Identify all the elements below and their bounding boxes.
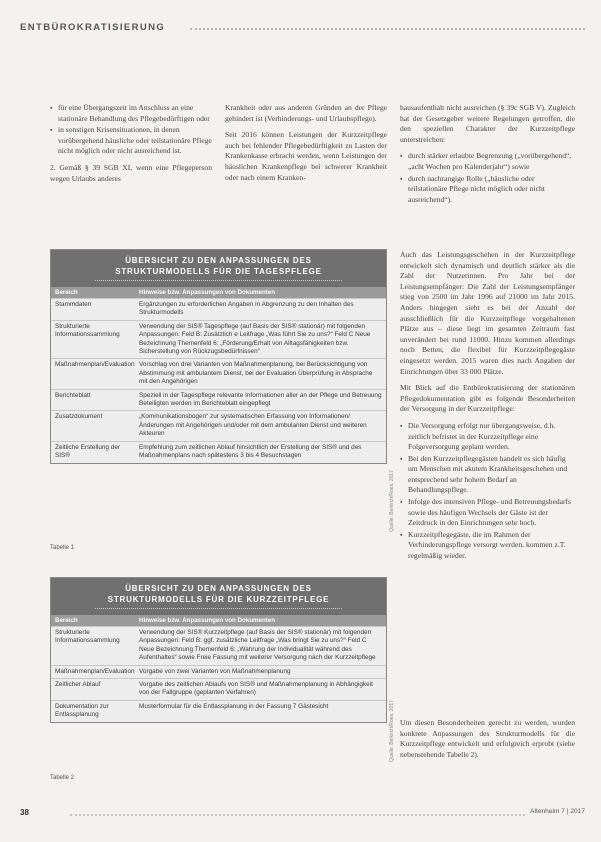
cell-area: Stammdaten xyxy=(55,301,92,308)
table-row xyxy=(51,298,386,320)
cell-area: Maßnahmenplan/Evaluation xyxy=(55,667,135,675)
paragraph: Krankheit oder aus anderen Gründen an der Pflege gehindert ist (Verhinderungs- und Urlaubspflege). xyxy=(225,103,387,123)
paragraph: Mit Blick auf die Entbürokratisierung der stationären Pflegedokumentation gibt es folgende Besonderheiten der Versorgung in der Kurzzeitpflege: xyxy=(400,383,575,414)
page-header xyxy=(20,22,585,38)
list-item: ▪ Kurzzeitpflegegäste, die im Rahmen der Verhinderungspflege versorgt werden, kommen z.T. regelmäßig wieder. xyxy=(400,530,575,562)
publication-name: Altenheim 7 | 2017 xyxy=(530,808,585,815)
table-row xyxy=(51,358,386,388)
header-dotted-rule xyxy=(190,28,585,30)
cell-note: Verwendung der SIS® Tagespflege (auf Basis der SIS® stationär) mit folgenden Anpassungen: Feld B: Zusätzlich e Leitfrage „Was führt Sie zu uns?“ Feld C Neue Bezeichnung Themenfeld 6: „Förderung/Erhalt von Alltagsfähigkeiten bzw. Sicherstellung von Rückzugsbedürfnissen“ xyxy=(139,322,371,356)
bullet-list xyxy=(50,103,212,157)
table-row xyxy=(51,441,386,463)
page-number: 38 xyxy=(20,808,29,817)
title-dotted-rule xyxy=(95,280,342,281)
paragraph: Seit 2016 können Leistungen der Kurzzeitpflege auch bei fehlender Pflegebedürftigkeit zu Lasten der Krankenkasse erbracht werden, wenn Leistungen der häuslichen Krankenpflege bei schwerer Krankheit oder nach einem Kranken- xyxy=(225,130,387,182)
list-item: ▪ in sonstigen Krisensituationen, in denen vorübergehend häusliche oder teilstationäre Pflege nicht möglich oder nicht ausreichend ist. xyxy=(50,125,212,157)
table-row xyxy=(51,665,386,678)
cell-note: Ergänzungen zu erforderlichen Angaben in Abgrenzung zu den Inhalten des Strukturmodells xyxy=(139,301,354,317)
cell-note: Vorschlag von drei Varianten von Maßnahmenplanung, bei Berücksichtigung von Abstimmung mit ambulantem Dienst, bei der Evaluation Überprüfung in Absprache mit den Angehörigen xyxy=(139,361,373,386)
table-column-headers xyxy=(51,615,386,626)
column-header: Hinweise bzw. Anpassungen von Dokumenten xyxy=(139,617,276,624)
column-header: Bereich xyxy=(55,289,78,296)
cell-area: Maßnahmenplan/Evaluation xyxy=(55,361,135,369)
footer-dotted-rule xyxy=(70,814,525,816)
table-tagespflege xyxy=(50,249,387,464)
table-row xyxy=(51,700,386,722)
table-title xyxy=(51,578,386,615)
table-caption: Tabelle 1 xyxy=(50,545,75,551)
text-column-3-bottom xyxy=(400,718,575,766)
text-column-1 xyxy=(50,103,212,190)
table-title-line: STRUKTURMODELLS FÜR DIE KURZZEITPFLEGE xyxy=(107,595,330,604)
table-row xyxy=(51,678,386,700)
table-caption: Tabelle 2 xyxy=(50,775,75,781)
text-column-3-middle xyxy=(400,250,575,563)
table-row xyxy=(51,320,386,359)
table-kurzzeitpflege xyxy=(50,577,387,723)
table-title-line: STRUKTURMODELLS FÜR DIE TAGESPFLEGE xyxy=(115,267,322,276)
paragraph: Auch das Leistungsgeschehen in der Kurzzeitpflege entwickelt sich dynamisch und deutlich stärker als die Zahl der Nutzerinnen. Pro Jahr bei der Leistungsempfänger: Die Zahl der Leistungsempfänger stieg von 2500 im Jahr 1996 auf 21000 im Jahr 2015. Anders hingegen sieht es bei der Anzahl der ausschließlich für die Kurzzeitpflege vorgehaltenen Plätze aus – diese liegt im gesamten Zeitraum fast unverändert bei rund 11000. Hinzu kommen allerdings noch Betten, die flexibel für Kurzzeitpflegegäste eingesetzt werden. 2015 waren dies nach Angaben der Einrichtungen über 33 000 Plätze. xyxy=(400,250,575,376)
list-item: ▪ Die Versorgung erfolgt nur übergangsweise, d.h. zeitlich befristet in der Kurzzeitpflege eine Folgeversorgung geplant werden. xyxy=(400,421,575,453)
paragraph: hausaufenthalt nicht ausreichen (§ 39c SGB V). Zugleich hat der Gesetzgeber weitere Regelungen getroffen, die den speziellen Charakter der Kurzzeitpflege unterstreichen: xyxy=(400,103,575,144)
paragraph: 2. Gemäß § 39 SGB XI, wenn eine Pflegeperson wegen Urlaubs anderes xyxy=(50,162,212,183)
column-header: Bereich xyxy=(55,617,78,624)
cell-area: Strukturierte Informationssammlung xyxy=(55,629,120,645)
list-item: ▪ durch stärker erlaubte Begrenzung („vorübergehend“, „acht Wochen pro Kalenderjahr“) sowie xyxy=(400,151,575,172)
cell-note: Verwendung der SIS® Kurzzeitpflege (auf Basis der SIS® stationär) mit folgenden Anpassungen: Feld B: ggf. zusätzliche Leitfrage „Was bringt Sie zu uns?“ Feld C Neue Bezeichnung Themenfeld 6: „Wahrung der Individualität während des Aufenthaltes“ sowie Freie Fassung mit weiterer Versorgung nach der Kurzzeitpflege xyxy=(139,629,376,662)
cell-area: Zeitliche Erstellung der SIS® xyxy=(55,443,121,460)
page-footer xyxy=(20,808,585,820)
text-column-3-top xyxy=(400,103,575,206)
table-column-headers xyxy=(51,287,386,298)
table-row xyxy=(51,626,386,665)
cell-note: Musterformular für die Entlassplanung in der Fassung 7 Gästesicht xyxy=(139,702,329,710)
section-title: ENTBÜROKRATISIERUNG xyxy=(20,22,166,33)
cell-note: Speziell in der Tagespflege relevante Informationen aller an der Pflege und Betreuung Beteiligten werden im Berichteblatt eingepflegt xyxy=(139,391,382,408)
table-title-line: ÜBERSICHT ZU DEN ANPASSUNGEN DES xyxy=(125,584,312,593)
source-credit: Quelle: Beikirch/Roes, 2017 xyxy=(389,700,395,762)
list-item: ▪ durch nachrangige Rolle („häusliche oder teilstationäre Pflege nicht möglich oder nicht ausreichend“). xyxy=(400,174,575,206)
paragraph: Um diesen Besonderheiten gerecht zu werden, wurden konkrete Anpassungen des Strukturmodells für die Kurzzeitpflege entwickelt und erfolgreich erprobt (siehe nebenstehende Tabelle 2). xyxy=(400,718,575,759)
table-row xyxy=(51,389,386,411)
cell-note: Empfehlung zum zeitlichen Ablauf hinsichtlich der Erstellung der SIS® und des Maßnahmenplans nach spätestens 3 bis 4 Besuchstagen xyxy=(139,443,362,460)
column-header: Hinweise bzw. Anpassungen von Dokumenten xyxy=(139,289,276,296)
cell-area: Strukturierte Informationssammlung xyxy=(55,322,120,339)
table-title-line: ÜBERSICHT ZU DEN ANPASSUNGEN DES xyxy=(125,256,312,265)
title-dotted-rule xyxy=(95,608,342,609)
bullet-list xyxy=(400,421,575,562)
table-title xyxy=(51,250,386,287)
cell-note: Vorgabe des zeitlichen Ablaufs von SIS® und Maßnahmenplanung in Abhängigkeit von der Fallgruppe (geplanten Verfahren) xyxy=(139,681,373,697)
cell-area: Zusatzdokument xyxy=(55,413,103,421)
cell-note: Vorgabe von zwei Varianten von Maßnahmenplanung xyxy=(139,667,291,675)
bullet-list xyxy=(400,151,575,205)
source-credit: Quelle: Beikirch/Roes, 2017 xyxy=(389,470,395,532)
list-item: ▪ für eine Übergangszeit im Anschluss an eine stationäre Behandlung des Pflegebedürftigen oder xyxy=(50,103,212,124)
list-item: ▪ Bei den Kurzzeitpflegegästen handelt es sich häufig um Menschen mit akutem Krankheitsgeschehen und entsprechend sehr hohem Bedarf an Behandlungspflege. xyxy=(400,454,575,496)
cell-area: Zeitlicher Ablauf xyxy=(55,681,101,689)
text-column-2 xyxy=(225,103,387,189)
list-item: ▪ Infolge des intensiven Pflege- und Betreuungsbedarfs sowie des häufigen Wechsels der Gäste ist der Zeitdruck in den Einrichtungen sehr hoch. xyxy=(400,497,575,529)
cell-area: Dokumentation zur Entlassplanung xyxy=(55,702,109,719)
cell-note: „Kommunikationsbogen“ zur systematischen Erfassung von Informationen/Änderungen mit Angehörigen und/oder mit dem ambulanten Dienst und weiteren Akteuren xyxy=(139,413,367,438)
cell-area: Berichteblatt xyxy=(55,391,91,399)
table-row xyxy=(51,410,386,440)
